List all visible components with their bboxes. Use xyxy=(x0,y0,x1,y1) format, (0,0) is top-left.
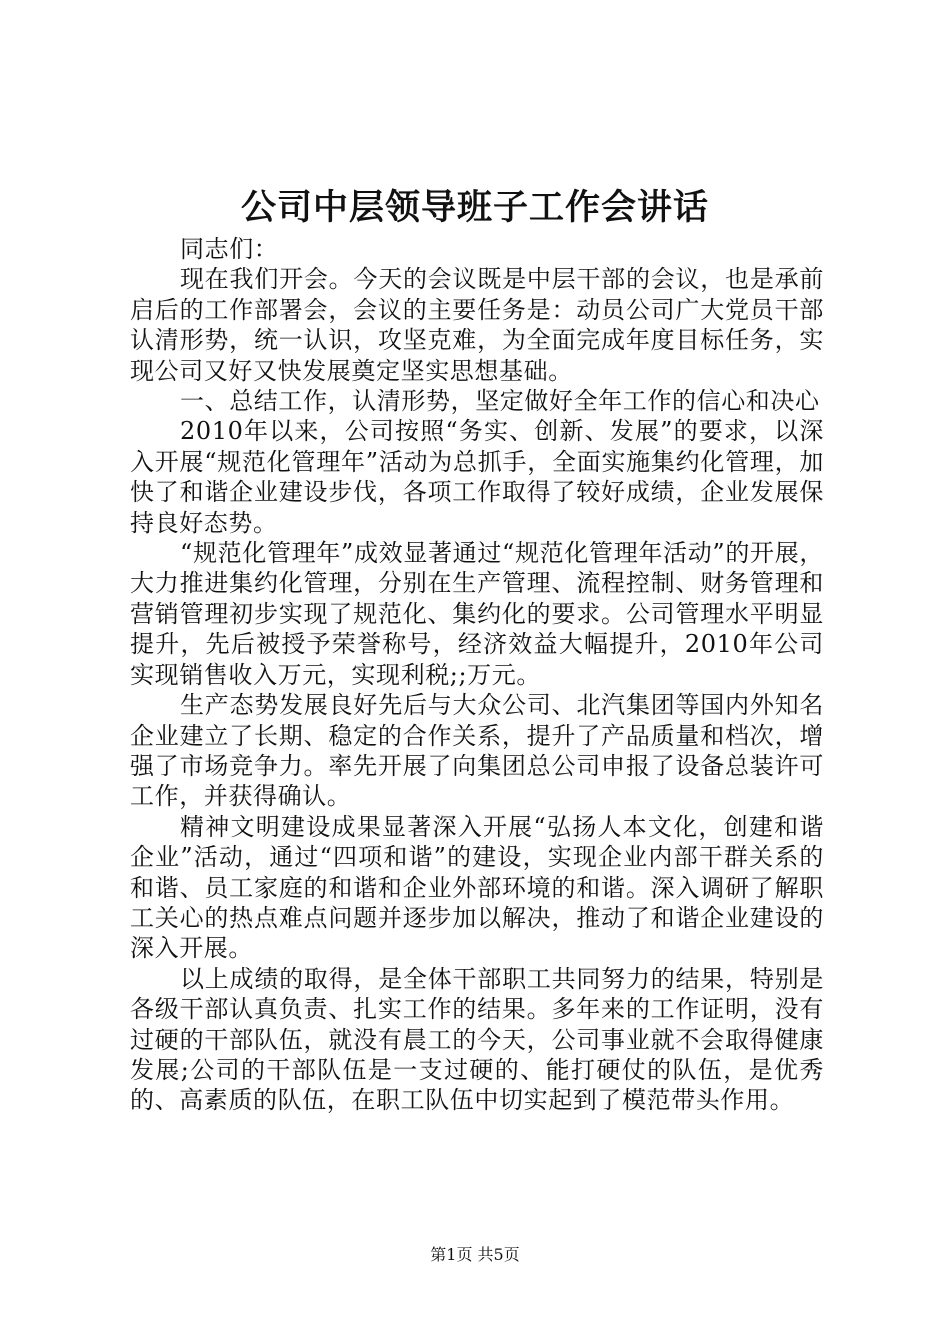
body-paragraph: 2010年以来，公司按照“务实、创新、发展”的要求，以深入开展“规范化管理年”活动为总抓手，全面实施集约化管理，加快了和谐企业建设步伐，各项工作取得了较好成绩，企业发展保持良好态势。 xyxy=(130,417,824,537)
body-paragraph: 现在我们开会。今天的会议既是中层干部的会议，也是承前启后的工作部署会，会议的主要任务是：动员公司广大党员干部认清形势，统一认识，攻坚克难，为全面完成年度目标任务，实现公司又好又快发展奠定坚实思想基础。 xyxy=(130,265,824,385)
document-title: 公司中层领导班子工作会讲话 xyxy=(240,187,709,228)
body-paragraph: 生产态势发展良好先后与大众公司、北汽集团等国内外知名企业建立了长期、稳定的合作关系，提升了产品质量和档次，增强了市场竞争力。率先开展了向集团总公司申报了设备总装许可工作，并获得确认。 xyxy=(130,691,824,811)
section-heading: 一、总结工作，认清形势，坚定做好全年工作的信心和决心 xyxy=(180,387,820,416)
body-paragraph: 精神文明建设成果显著深入开展“弘扬人本文化，创建和谐企业”活动，通过“四项和谐”的建设，实现企业内部干群关系的和谐、员工家庭的和谐和企业外部环境的和谐。深入调研了解职工关心的热点难点问题并逐步加以解决，推动了和谐企业建设的深入开展。 xyxy=(130,812,824,963)
page-footer: 第1页 共5页 xyxy=(430,1245,520,1264)
body-paragraph: 以上成绩的取得，是全体干部职工共同努力的结果，特别是各级干部认真负责、扎实工作的结果。多年来的工作证明，没有过硬的干部队伍，就没有晨工的今天，公司事业就不会取得健康发展;公司的干部队伍是一支过硬的、能打硬仗的队伍，是优秀的、高素质的队伍，在职工队伍中切实起到了模范带头作用。 xyxy=(130,964,824,1115)
document-body xyxy=(130,234,824,1116)
salutation-paragraph: 同志们： xyxy=(180,235,279,263)
body-paragraph: “规范化管理年”成效显著通过“规范化管理年活动”的开展，大力推进集约化管理，分别在生产管理、流程控制、财务管理和营销管理初步实现了规范化、集约化的要求。公司管理水平明显提升，先后被授予荣誉称号，经济效益大幅提升，2010年公司实现销售收入万元，实现利税;;万元。 xyxy=(130,539,824,689)
